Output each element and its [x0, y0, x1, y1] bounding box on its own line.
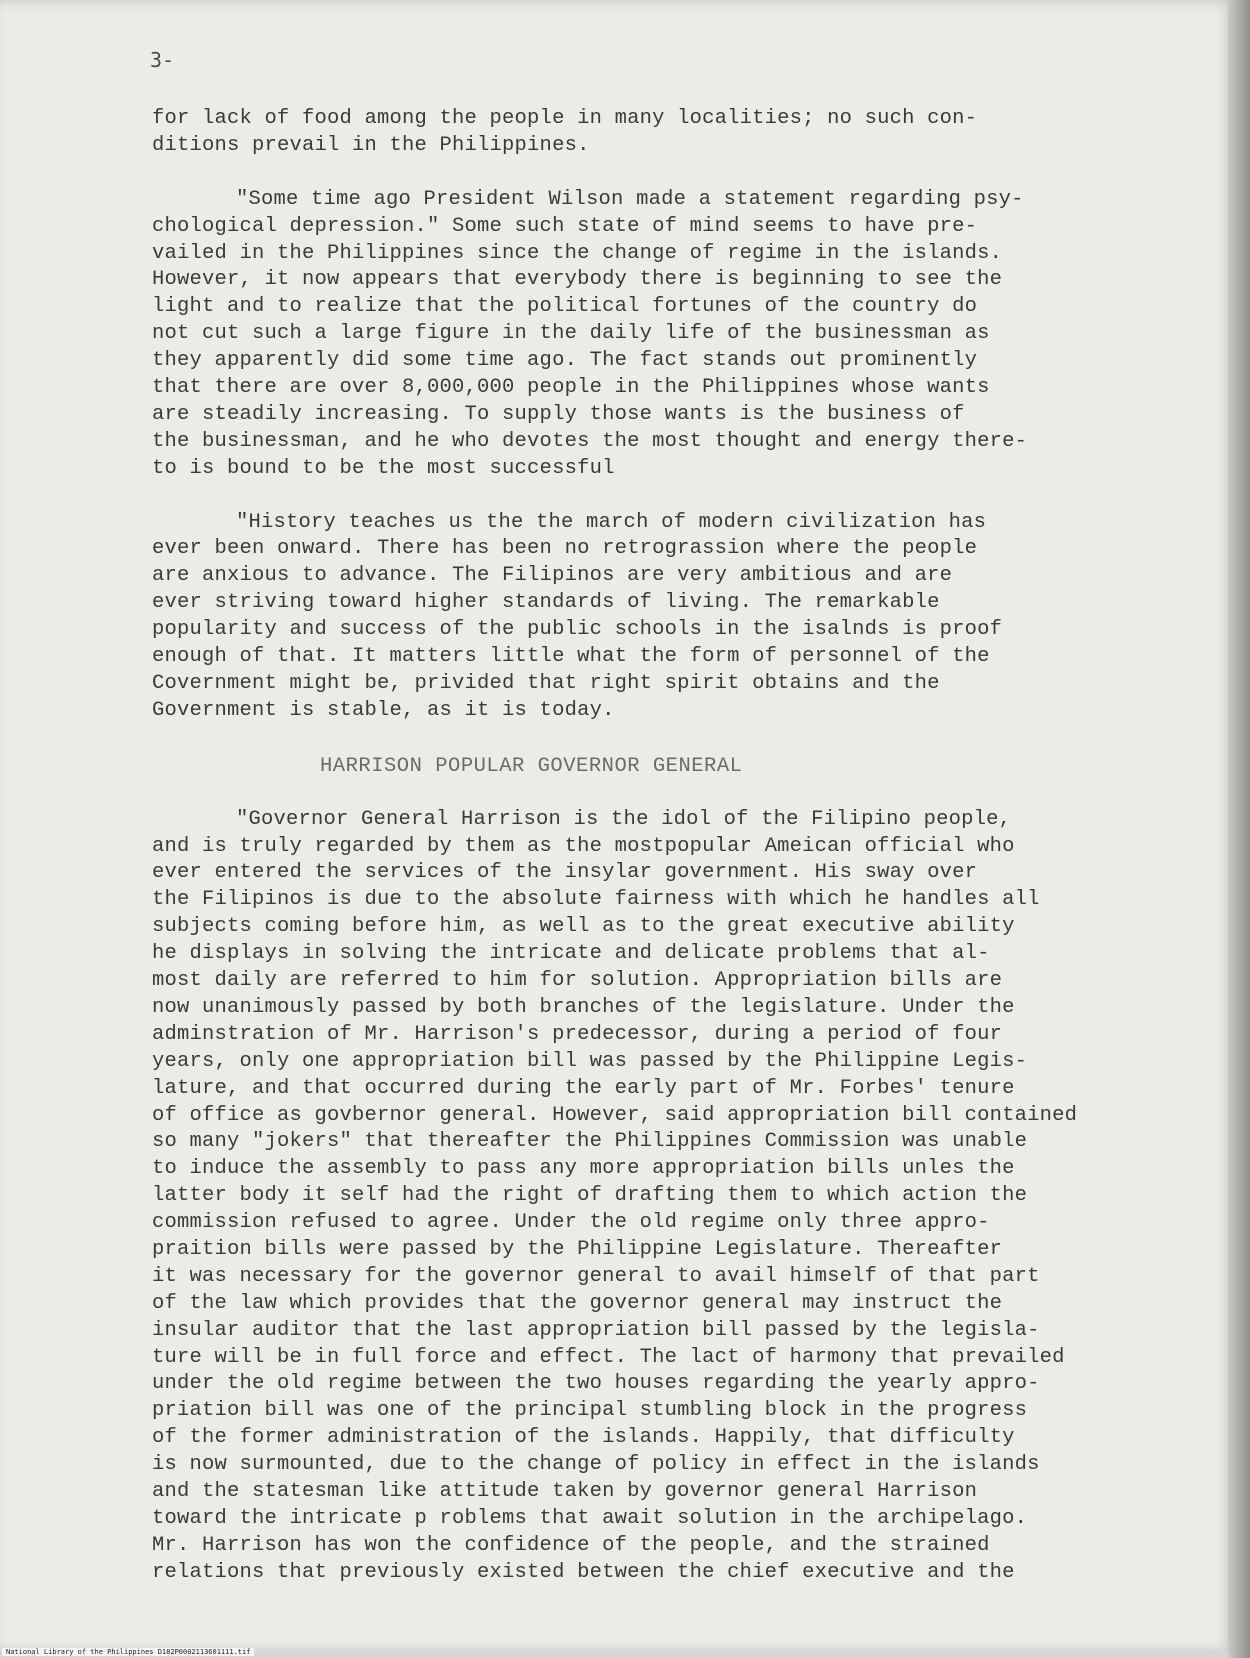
text-line: priation bill was one of the principal stumbling block in the progress	[152, 1399, 1028, 1423]
text-line: the Filipinos is due to the absolute fairness with which he handles all	[152, 888, 1040, 912]
section-heading: HARRISON POPULAR GOVERNOR GENERAL	[320, 754, 743, 778]
text-line: it was necessary for the governor general to avail himself of that part	[152, 1264, 1040, 1288]
text-line: most daily are referred to him for solution. Appropriation bills are	[152, 969, 1003, 993]
text-line: adminstration of Mr. Harrison's predecessor, during a period of four	[152, 1022, 1003, 1046]
text-line: that there are over 8,000,000 people in the Philippines whose wants	[152, 376, 990, 400]
text-line: so many "jokers" that thereafter the Philippines Commission was unable	[152, 1130, 1028, 1154]
text-line: vailed in the Philippines since the change of regime in the islands.	[152, 241, 1003, 265]
paragraph-2	[152, 187, 1182, 483]
page-edge-shadow	[1228, 0, 1250, 1658]
text-line: now unanimously passed by both branches of the legislature. Under the	[152, 995, 1015, 1019]
text-line: of the former administration of the islands. Happily, that difficulty	[152, 1426, 1015, 1450]
text-line: are steadily increasing. To supply those wants is the business of	[152, 402, 965, 426]
text-line: praition bills were passed by the Philippine Legislature. Thereafter	[152, 1237, 1003, 1261]
text-line: and is truly regarded by them as the mostpopular Ameican official who	[152, 834, 1015, 858]
text-line: for lack of food among the people in many localities; no such con-	[152, 107, 978, 130]
paragraph-gap	[152, 725, 1182, 752]
text-line: light and to realize that the political fortunes of the country do	[152, 295, 978, 319]
text-line: and the statesman like attitude taken by governor general Harrison	[152, 1479, 978, 1503]
text-line: not cut such a large figure in the daily life of the businessman as	[152, 322, 990, 346]
text-line: is now surmounted, due to the change of policy in effect in the islands	[152, 1453, 1040, 1477]
text-line: to is bound to be the most successful	[152, 456, 615, 480]
text-line: lature, and that occurred during the early part of Mr. Forbes' tenure	[152, 1076, 1015, 1100]
paragraph-gap	[152, 160, 1182, 187]
scan-footer: National Library of the Philippines D182P0002113601111.tif	[2, 1648, 254, 1656]
text-line: toward the intricate p roblems that await solution in the archipelago.	[152, 1506, 1028, 1530]
document-body	[152, 106, 1182, 1587]
text-line: ever entered the services of the insylar government. His sway over	[152, 861, 978, 885]
text-line: ture will be in full force and effect. The lact of harmony that prevailed	[152, 1345, 1065, 1369]
text-line: "Governor General Harrison is the idol of the Filipino people,	[236, 807, 1012, 831]
text-line: the businessman, and he who devotes the most thought and energy there-	[152, 429, 1028, 453]
text-line: popularity and success of the public schools in the isalnds is proof	[152, 618, 1003, 642]
text-line: he displays in solving the intricate and delicate problems that al-	[152, 942, 990, 966]
text-line: insular auditor that the last appropriation bill passed by the legisla-	[152, 1318, 1040, 1342]
text-line: chological depression." Some such state of mind seems to have pre-	[152, 214, 978, 238]
text-line: years, only one appropriation bill was passed by the Philippine Legis-	[152, 1049, 1028, 1073]
text-line: However, it now appears that everybody there is beginning to see the	[152, 268, 1003, 292]
text-line: are anxious to advance. The Filipinos are very ambitious and are	[152, 564, 953, 588]
text-line: Covernment might be, privided that right spirit obtains and the	[152, 671, 940, 695]
text-line: of the law which provides that the governor general may instruct the	[152, 1291, 1003, 1315]
text-line: relations that previously existed between the chief executive and the	[152, 1560, 1015, 1584]
text-line: under the old regime between the two houses regarding the yearly appro-	[152, 1372, 1040, 1396]
page-number: 3-	[150, 48, 175, 72]
text-line: ever been onward. There has been no retrograssion where the people	[152, 537, 978, 561]
text-line: enough of that. It matters little what the form of personnel of the	[152, 645, 990, 669]
text-line: they apparently did some time ago. The fact stands out prominently	[152, 349, 978, 373]
text-line: of office as govbernor general. However, said appropriation bill contained	[152, 1103, 1078, 1127]
paragraph-1	[152, 106, 1182, 160]
text-line: subjects coming before him, as well as to the great executive ability	[152, 915, 1015, 939]
paragraph-3	[152, 510, 1182, 725]
text-line: Mr. Harrison has won the confidence of the people, and the strained	[152, 1533, 990, 1557]
paragraph-gap	[152, 483, 1182, 510]
text-line: Government is stable, as it is today.	[152, 698, 615, 722]
text-line: commission refused to agree. Under the old regime only three appro-	[152, 1211, 990, 1235]
text-line: ever striving toward higher standards of living. The remarkable	[152, 591, 940, 615]
text-line: to induce the assembly to pass any more appropriation bills unles the	[152, 1157, 1015, 1181]
text-line: "History teaches us the the march of modern civilization has	[236, 510, 987, 534]
text-line: "Some time ago President Wilson made a statement regarding psy-	[236, 187, 1024, 211]
paragraph-4	[152, 807, 1182, 1587]
text-line: ditions prevail in the Philippines.	[152, 133, 590, 157]
text-line: latter body it self had the right of drafting them to which action the	[152, 1184, 1028, 1208]
